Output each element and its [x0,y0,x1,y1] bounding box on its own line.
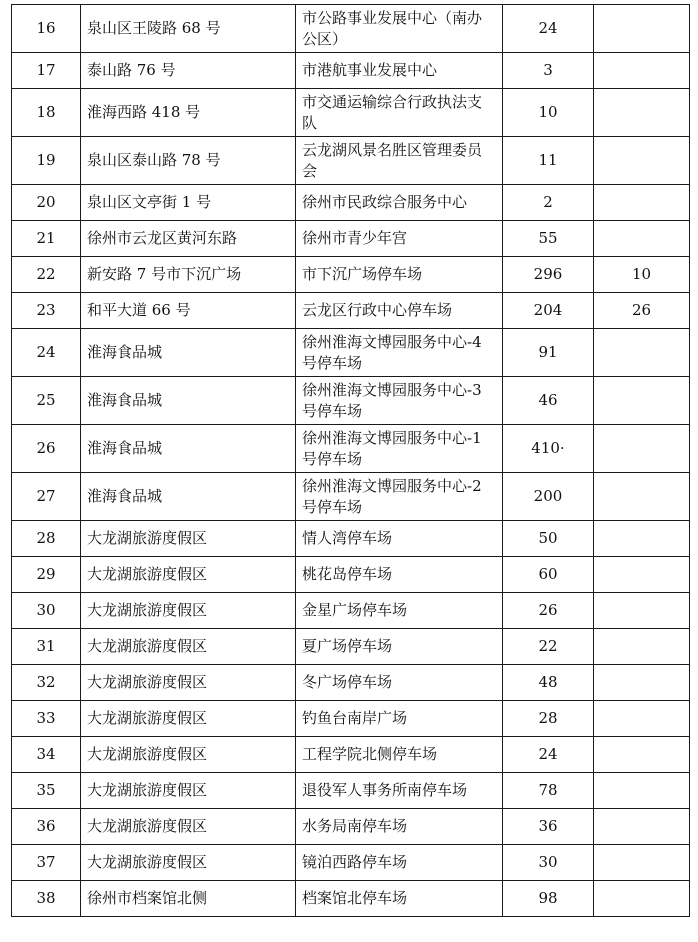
row-number-cell: 21 [12,221,81,257]
location-cell: 大龙湖旅游度假区 [81,773,296,809]
location-cell: 徐州市档案馆北侧 [81,881,296,917]
row-number-cell: 25 [12,377,81,425]
spaces-count-cell: 24 [503,5,594,53]
location-cell: 大龙湖旅游度假区 [81,665,296,701]
location-cell: 大龙湖旅游度假区 [81,845,296,881]
row-number-cell: 31 [12,629,81,665]
table-row [12,881,690,917]
spaces-count-cell: 10 [503,89,594,137]
table-row [12,137,690,185]
spaces-count-cell: 22 [503,629,594,665]
table-row [12,809,690,845]
extra-count-cell [594,89,690,137]
row-number-cell: 38 [12,881,81,917]
extra-count-cell: 26 [594,293,690,329]
location-cell: 淮海食品城 [81,473,296,521]
location-cell: 大龙湖旅游度假区 [81,521,296,557]
table-row [12,329,690,377]
location-cell: 大龙湖旅游度假区 [81,557,296,593]
parking-table [11,4,690,917]
location-cell: 大龙湖旅游度假区 [81,701,296,737]
spaces-count-cell: 60 [503,557,594,593]
unit-name-cell: 情人湾停车场 [296,521,503,557]
location-cell: 大龙湖旅游度假区 [81,629,296,665]
unit-name-cell: 市交通运输综合行政执法支队 [296,89,503,137]
unit-name-cell: 工程学院北侧停车场 [296,737,503,773]
extra-count-cell [594,185,690,221]
row-number-cell: 29 [12,557,81,593]
location-cell: 大龙湖旅游度假区 [81,737,296,773]
extra-count-cell [594,881,690,917]
spaces-count-cell: 55 [503,221,594,257]
table-row [12,293,690,329]
location-cell: 淮海食品城 [81,329,296,377]
spaces-count-cell: 78 [503,773,594,809]
unit-name-cell: 夏广场停车场 [296,629,503,665]
row-number-cell: 22 [12,257,81,293]
location-cell: 淮海食品城 [81,377,296,425]
row-number-cell: 32 [12,665,81,701]
row-number-cell: 17 [12,53,81,89]
row-number-cell: 27 [12,473,81,521]
extra-count-cell [594,221,690,257]
spaces-count-cell: 98 [503,881,594,917]
table-row [12,53,690,89]
spaces-count-cell: 50 [503,521,594,557]
extra-count-cell [594,845,690,881]
location-cell: 淮海食品城 [81,425,296,473]
unit-name-cell: 水务局南停车场 [296,809,503,845]
unit-name-cell: 市公路事业发展中心（南办公区） [296,5,503,53]
location-cell: 泉山区王陵路 68 号 [81,5,296,53]
table-row [12,773,690,809]
extra-count-cell [594,425,690,473]
table-row [12,221,690,257]
row-number-cell: 33 [12,701,81,737]
extra-count-cell [594,593,690,629]
unit-name-cell: 徐州淮海文博园服务中心-2 号停车场 [296,473,503,521]
table-row [12,473,690,521]
table-row [12,425,690,473]
parking-table-body [12,5,690,917]
location-cell: 大龙湖旅游度假区 [81,593,296,629]
spaces-count-cell: 11 [503,137,594,185]
unit-name-cell: 钓鱼台南岸广场 [296,701,503,737]
spaces-count-cell: 3 [503,53,594,89]
location-cell: 泉山区泰山路 78 号 [81,137,296,185]
unit-name-cell: 徐州市青少年宫 [296,221,503,257]
spaces-count-cell: 296 [503,257,594,293]
table-row [12,89,690,137]
table-row [12,5,690,53]
extra-count-cell [594,665,690,701]
extra-count-cell [594,473,690,521]
row-number-cell: 16 [12,5,81,53]
row-number-cell: 18 [12,89,81,137]
location-cell: 泰山路 76 号 [81,53,296,89]
spaces-count-cell: 48 [503,665,594,701]
row-number-cell: 30 [12,593,81,629]
unit-name-cell: 桃花岛停车场 [296,557,503,593]
table-row [12,257,690,293]
extra-count-cell [594,557,690,593]
unit-name-cell: 冬广场停车场 [296,665,503,701]
spaces-count-cell: 26 [503,593,594,629]
extra-count-cell [594,137,690,185]
unit-name-cell: 退役军人事务所南停车场 [296,773,503,809]
spaces-count-cell: 204 [503,293,594,329]
location-cell: 和平大道 66 号 [81,293,296,329]
spaces-count-cell: 36 [503,809,594,845]
location-cell: 大龙湖旅游度假区 [81,809,296,845]
unit-name-cell: 云龙湖风景名胜区管理委员会 [296,137,503,185]
unit-name-cell: 云龙区行政中心停车场 [296,293,503,329]
extra-count-cell [594,773,690,809]
table-row [12,845,690,881]
extra-count-cell [594,737,690,773]
table-row [12,737,690,773]
extra-count-cell [594,377,690,425]
spaces-count-cell: 24 [503,737,594,773]
spaces-count-cell: 30 [503,845,594,881]
extra-count-cell [594,629,690,665]
extra-count-cell [594,701,690,737]
spaces-count-cell: 46 [503,377,594,425]
table-row [12,377,690,425]
spaces-count-cell: 2 [503,185,594,221]
row-number-cell: 19 [12,137,81,185]
extra-count-cell [594,329,690,377]
row-number-cell: 37 [12,845,81,881]
unit-name-cell: 档案馆北停车场 [296,881,503,917]
row-number-cell: 35 [12,773,81,809]
unit-name-cell: 徐州市民政综合服务中心 [296,185,503,221]
extra-count-cell [594,5,690,53]
unit-name-cell: 徐州淮海文博园服务中心-3 号停车场 [296,377,503,425]
location-cell: 淮海西路 418 号 [81,89,296,137]
table-row [12,593,690,629]
row-number-cell: 34 [12,737,81,773]
unit-name-cell: 镜泊西路停车场 [296,845,503,881]
extra-count-cell [594,53,690,89]
row-number-cell: 23 [12,293,81,329]
spaces-count-cell: 200 [503,473,594,521]
table-row [12,665,690,701]
unit-name-cell: 市下沉广场停车场 [296,257,503,293]
row-number-cell: 20 [12,185,81,221]
row-number-cell: 24 [12,329,81,377]
table-row [12,629,690,665]
unit-name-cell: 徐州淮海文博园服务中心-4 号停车场 [296,329,503,377]
unit-name-cell: 金星广场停车场 [296,593,503,629]
extra-count-cell: 10 [594,257,690,293]
table-row [12,557,690,593]
unit-name-cell: 市港航事业发展中心 [296,53,503,89]
spaces-count-cell: 410· [503,425,594,473]
row-number-cell: 28 [12,521,81,557]
table-row [12,521,690,557]
location-cell: 新安路 7 号市下沉广场 [81,257,296,293]
spaces-count-cell: 91 [503,329,594,377]
extra-count-cell [594,809,690,845]
row-number-cell: 26 [12,425,81,473]
location-cell: 泉山区文亭街 1 号 [81,185,296,221]
location-cell: 徐州市云龙区黄河东路 [81,221,296,257]
extra-count-cell [594,521,690,557]
table-row [12,185,690,221]
row-number-cell: 36 [12,809,81,845]
unit-name-cell: 徐州淮海文博园服务中心-1 号停车场 [296,425,503,473]
spaces-count-cell: 28 [503,701,594,737]
table-row [12,701,690,737]
